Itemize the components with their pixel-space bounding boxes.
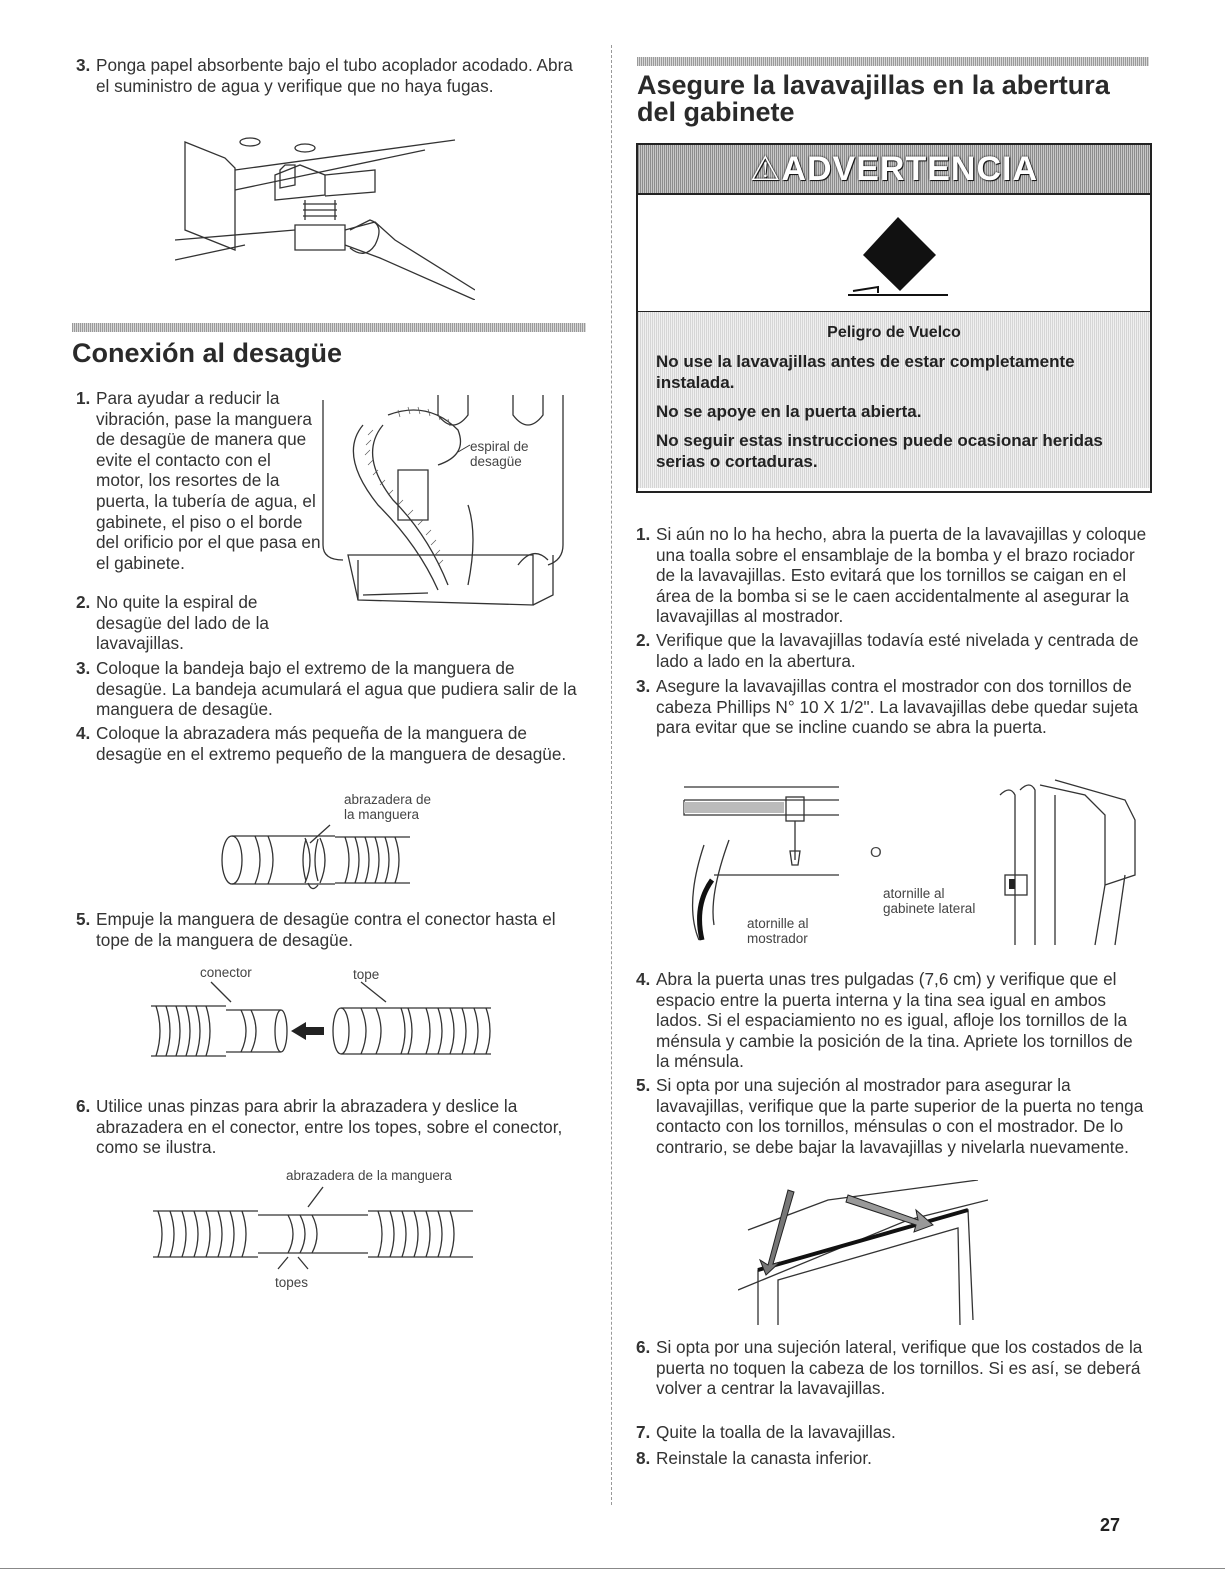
warning-line-3: No seguir estas instrucciones puede ocasionar heridas serias o cortaduras. <box>656 431 1103 471</box>
step-text: No quite la espiral de desagüe del lado de la lavavajillas. <box>96 592 269 654</box>
step-number: 4. <box>76 723 91 743</box>
column-divider <box>611 45 612 1505</box>
step-text: Ponga papel absorbente bajo el tubo acoplador acodado. Abra el suministro de agua y verifique que no haya fugas. <box>96 55 573 96</box>
step-number: 2. <box>76 592 91 612</box>
left-step-1 <box>76 388 321 573</box>
caption-mostrador: atornille al mostrador <box>747 916 809 946</box>
step-number: 6. <box>636 1337 651 1357</box>
step-number: 8. <box>636 1448 651 1468</box>
hose-clamp-illustration <box>210 815 420 895</box>
right-step-5 <box>636 1075 1148 1157</box>
right-step-7 <box>636 1422 1148 1443</box>
step-number: 1. <box>636 524 651 544</box>
step-number: 2. <box>636 630 651 650</box>
warning-box <box>636 143 1152 493</box>
right-section-title: Asegure la lavavajillas en la abertura del gabinete <box>637 70 1110 127</box>
step-number: 3. <box>76 55 91 75</box>
caption-tope: tope <box>353 967 380 982</box>
connector-illustration <box>146 980 496 1070</box>
right-step-1 <box>636 524 1148 627</box>
caption-abrazadera-long: abrazadera de la manguera <box>286 1168 452 1183</box>
step-text: Asegure la lavavajillas contra el mostrador con dos tornillos de cabeza Phillips N° 10 X 1/2". La lavavajillas debe quedar sujeta para evitar que se incline cuando se abra la puerta. <box>656 676 1139 738</box>
step-number: 4. <box>636 969 651 989</box>
right-step-3 <box>636 676 1148 738</box>
step-text: Reinstale la canasta inferior. <box>656 1448 872 1468</box>
section-bar-left <box>72 323 586 332</box>
section-bar-right <box>637 57 1149 66</box>
left-intro-step <box>76 55 586 96</box>
caption-o: O <box>870 844 882 861</box>
step-text: Empuje la manguera de desagüe contra el conector hasta el tope de la manguera de desagüe. <box>96 909 556 950</box>
tip-over-icon <box>638 195 1150 311</box>
step-text: Para ayudar a reducir la vibración, pase la manguera de desagüe de manera que evite el contacto con el motor, los resortes de la puerta, la tubería de agua, el gabinete, el piso o el borde del orificio por el que pasa en el gabinete. <box>96 388 321 573</box>
warning-text-area <box>638 312 1150 488</box>
right-step-2 <box>636 630 1148 671</box>
page-number: 27 <box>1100 1515 1121 1535</box>
step-text: Quite la toalla de la lavavajillas. <box>656 1422 896 1442</box>
step-number: 3. <box>636 676 651 696</box>
step-number: 1. <box>76 388 91 408</box>
clamp-on-connector-illustration <box>148 1185 478 1275</box>
caption-lateral: atornille al gabinete lateral <box>883 886 976 916</box>
caption-espiral: espiral de desagüe <box>470 439 529 469</box>
step-text: Si aún no lo ha hecho, abra la puerta de la lavavajillas y coloque una toalla sobre el ensamblaje de la bomba y el brazo rociador de la lavavajillas. Esto evitará que los tornillos se caigan en el área de la bomba si se le caen accidentalmente al asegurar la lavavajillas al mostrador. <box>656 524 1147 627</box>
step-number: 3. <box>76 658 91 678</box>
door-top-clearance-illustration <box>738 1180 988 1330</box>
warning-line-2: No se apoye en la puerta abierta. <box>656 402 922 421</box>
warning-line-1: No use la lavavajillas antes de estar completamente instalada. <box>656 352 1075 392</box>
step-text: Si opta por una sujeción lateral, verifique que los costados de la puerta no toquen la cabeza de los tornillos. Si es así, se deberá volver a centrar la lavavajillas. <box>656 1337 1143 1399</box>
step-text: Si opta por una sujeción al mostrador para asegurar la lavavajillas, verifique que la parte superior de la puerta no tenga contacto con los tornillos, ménsulas o con el mostrador. De lo contrario, se debe bajar la lavavajillas y nivelarla nuevamente. <box>656 1075 1144 1157</box>
warning-pictogram-area <box>638 193 1150 312</box>
warning-hazard-title: Peligro de Vuelco <box>827 324 961 341</box>
side-cabinet-screw-illustration <box>995 775 1145 950</box>
warning-triangle-icon: ⚠ <box>749 150 782 188</box>
step-text: Verifique que la lavavajillas todavía esté nivelada y centrada de lado a lado en la abertura. <box>656 630 1139 671</box>
left-step-4 <box>76 723 581 764</box>
left-step-3 <box>76 658 581 720</box>
caption-topes: topes <box>275 1275 309 1290</box>
warning-header-text: ADVERTENCIA <box>781 150 1039 188</box>
step-text: Coloque la abrazadera más pequeña de la manguera de desagüe en el extremo pequeño de la manguera de desagüe. <box>96 723 567 764</box>
drain-hose-illustration <box>318 395 578 625</box>
step-number: 7. <box>636 1422 651 1442</box>
left-step-2 <box>76 592 321 654</box>
step-text: Utilice unas pinzas para abrir la abrazadera y deslice la abrazadera en el conector, entre los topes, sobre el conector, como se ilustra. <box>96 1096 563 1158</box>
caption-abrazadera-small: abrazadera de la manguera <box>344 792 432 822</box>
right-step-6 <box>636 1337 1148 1399</box>
left-step-6 <box>76 1096 581 1158</box>
left-section-title: Conexión al desagüe <box>72 338 343 368</box>
step-number: 5. <box>636 1075 651 1095</box>
left-step-5 <box>76 909 581 950</box>
step-number: 6. <box>76 1096 91 1116</box>
step-number: 5. <box>76 909 91 929</box>
caption-conector: conector <box>200 965 252 980</box>
right-step-4 <box>636 969 1148 1072</box>
warning-header <box>638 145 1150 193</box>
right-step-8 <box>636 1448 1148 1469</box>
step-text: Coloque la bandeja bajo el extremo de la manguera de desagüe. La bandeja acumulará el agua que pudiera salir de la manguera de desagüe. <box>96 658 577 720</box>
step-text: Abra la puerta unas tres pulgadas (7,6 cm) y verifique que el espacio entre la puerta interna y la tina sea igual en ambos lados. Si el espaciamiento no es igual, afloje los tornillos de la ménsula y cambie la posición de la tina. Apriete los tornillos de la ménsula. <box>656 969 1133 1072</box>
fitting-illustration <box>175 130 475 300</box>
bottom-rule <box>0 1568 1225 1569</box>
